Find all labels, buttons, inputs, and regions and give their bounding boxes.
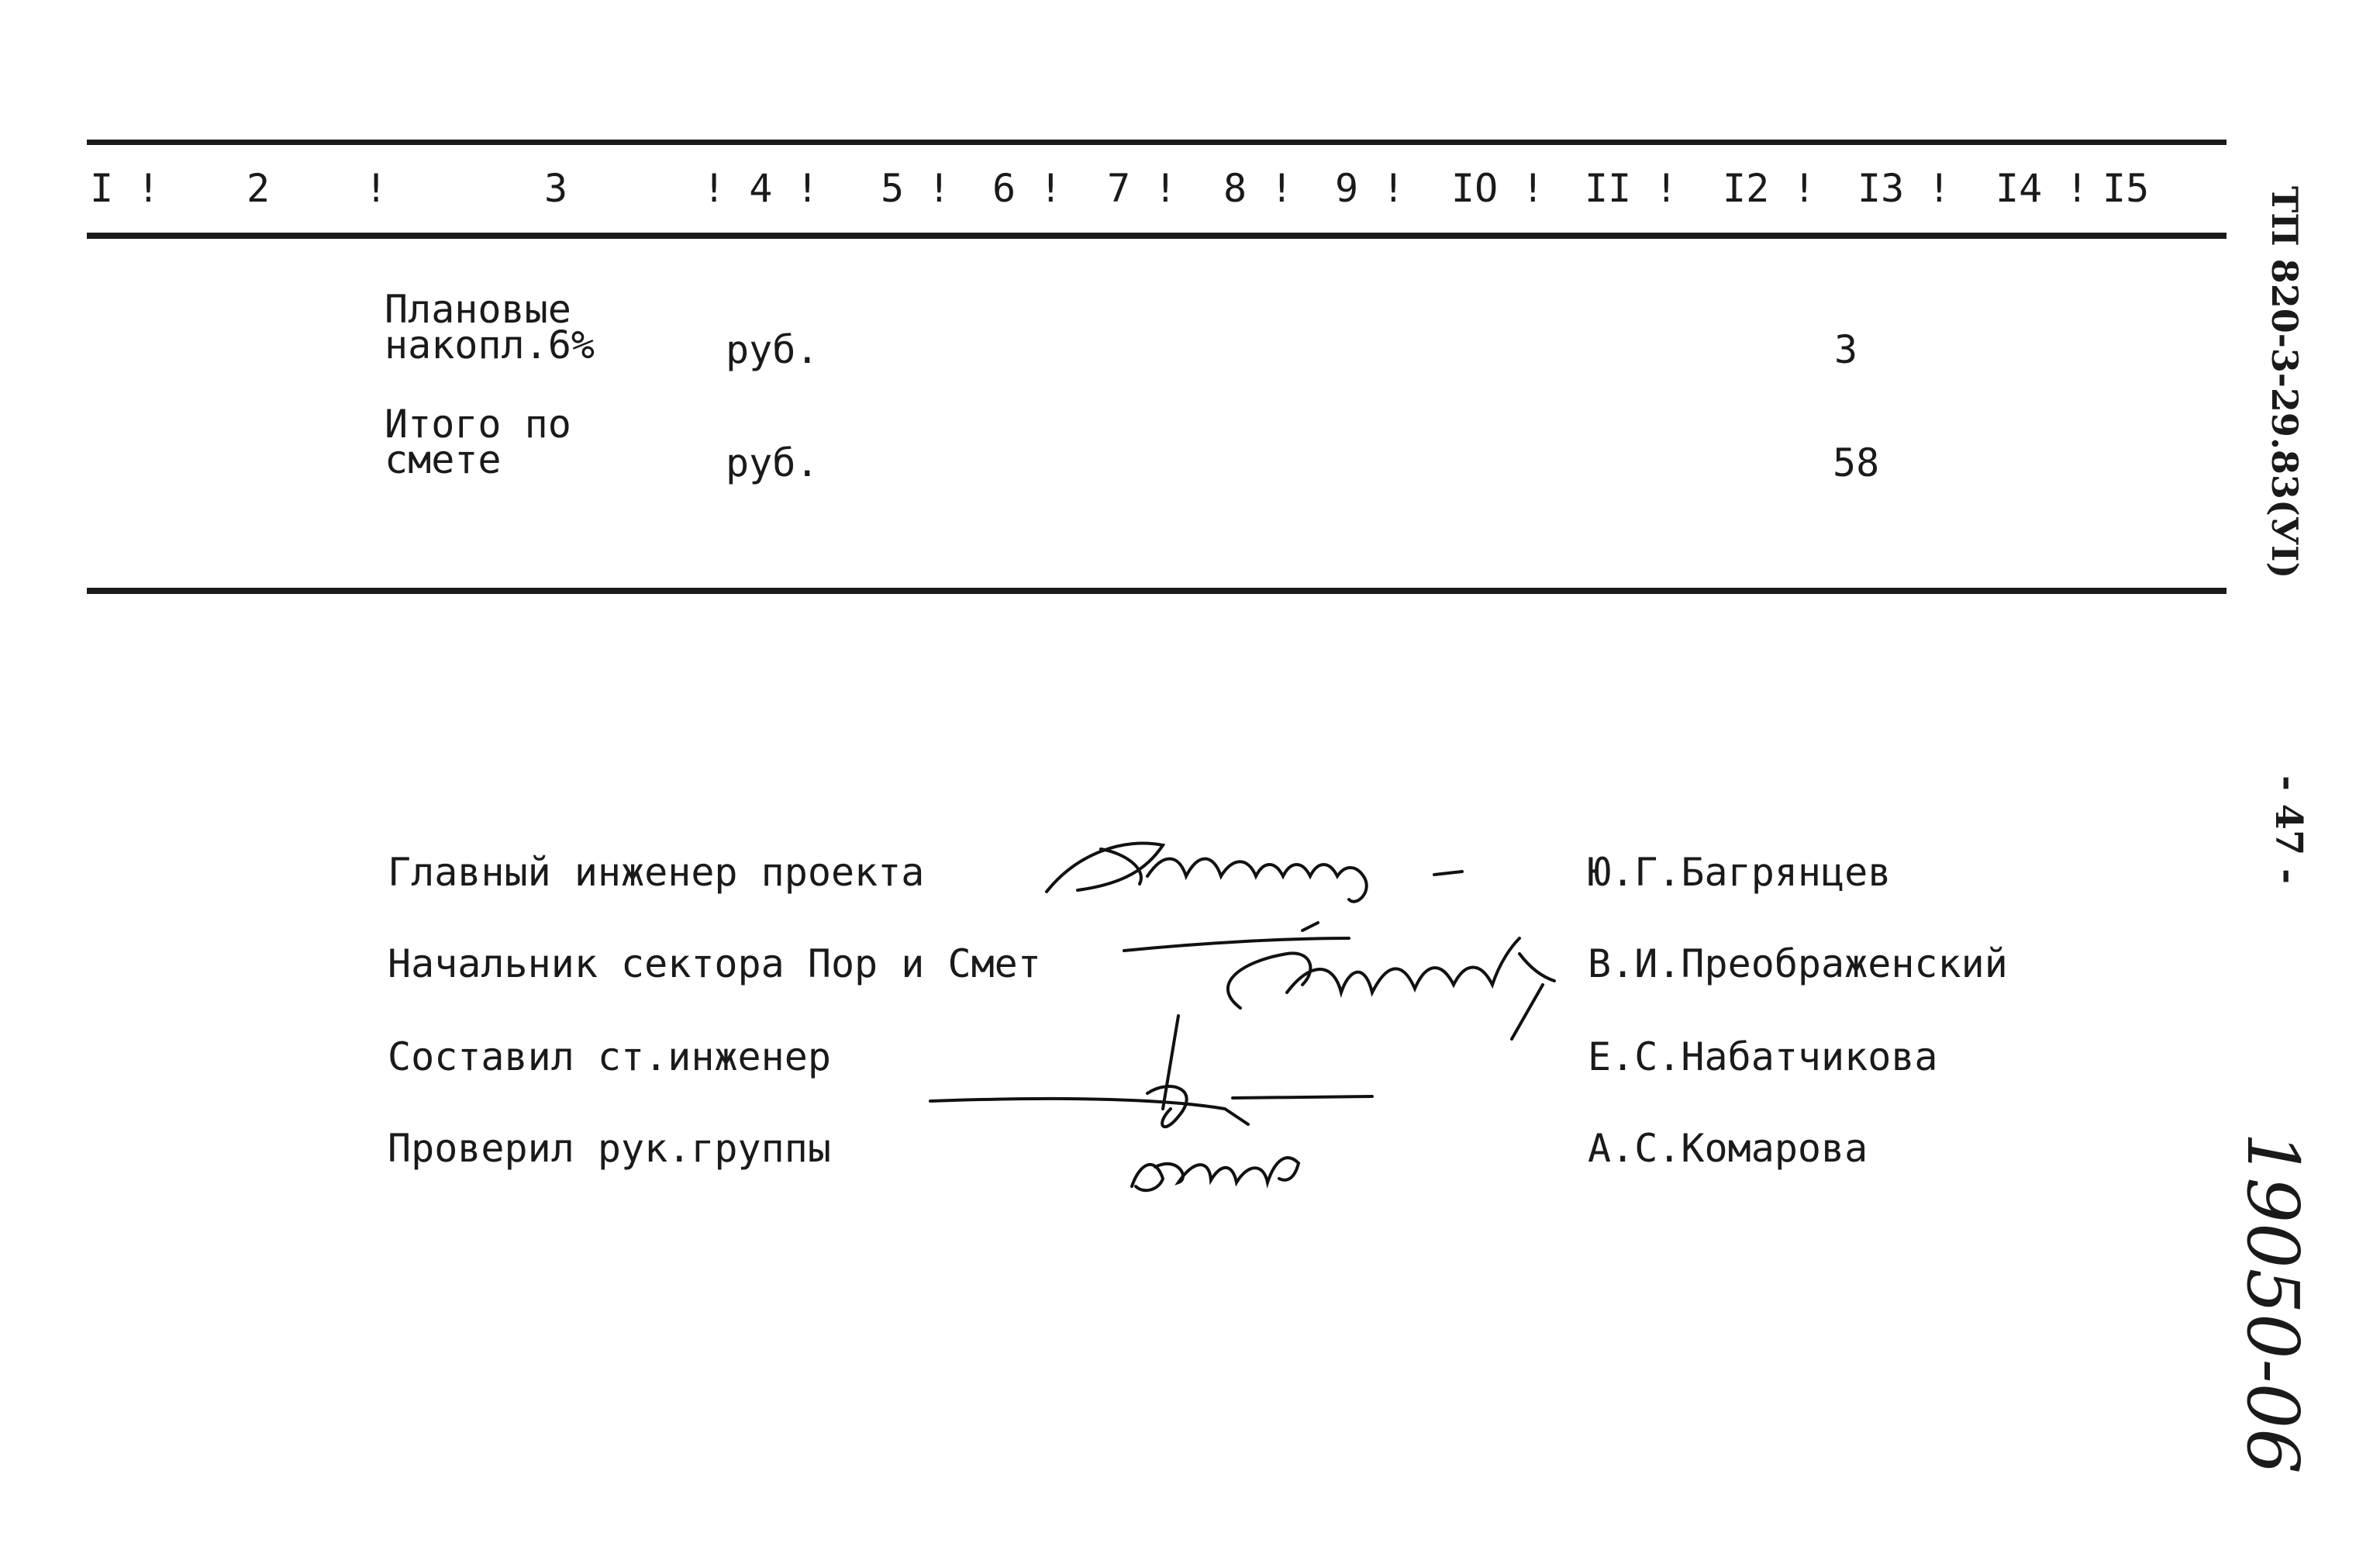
signer-role: Начальник сектора Пор и Смет xyxy=(388,941,1041,986)
handwritten-signature-1 xyxy=(1031,822,1481,915)
signer-name: В.И.Преображенский xyxy=(1588,941,2008,986)
column-header: I5 xyxy=(2102,166,2150,211)
column-header: 8 ! xyxy=(1223,166,1294,211)
row-name xyxy=(385,402,571,482)
page-number: - 47 - xyxy=(2267,775,2310,885)
row-name-line: Итого по xyxy=(385,402,571,447)
row-name xyxy=(385,287,595,368)
column-header: ! 4 ! xyxy=(702,166,819,211)
signer-name: Ю.Г.Багрянцев xyxy=(1588,850,1892,895)
column-header: ! xyxy=(364,166,388,211)
row-name-line: Плановые xyxy=(385,287,571,332)
signer-role: Составил ст.инженер xyxy=(388,1034,831,1079)
column-header: I4 ! xyxy=(1995,166,2089,211)
document-code: ТП 820-3-29.83(УI) xyxy=(2264,186,2306,579)
column-header: II ! xyxy=(1585,166,1678,211)
column-header: I2 ! xyxy=(1723,166,1816,211)
column-header: 7 ! xyxy=(1107,166,1178,211)
column-header: 6 ! xyxy=(992,166,1063,211)
row-unit: руб. xyxy=(726,327,819,372)
column-header: 5 ! xyxy=(881,166,951,211)
column-header: I ! xyxy=(90,166,160,211)
column-header: I3 ! xyxy=(1857,166,1951,211)
row-name-line: смете xyxy=(385,437,502,482)
signer-name: Е.С.Набатчикова xyxy=(1588,1034,1938,1079)
row-unit: руб. xyxy=(726,440,819,485)
table-header-rule xyxy=(87,233,2227,239)
column-header: 2 xyxy=(247,166,271,211)
table-bottom-rule xyxy=(87,588,2227,594)
row-name-line: накопл.6% xyxy=(385,323,595,368)
signer-role: Главный инженер проекта xyxy=(388,850,925,895)
column-header: 3 xyxy=(544,166,568,211)
row-value: 3 xyxy=(1834,327,1858,372)
row-value: 58 xyxy=(1833,440,1880,485)
signer-role: Проверил рук.группы xyxy=(388,1126,831,1171)
signer-name: А.С.Комарова xyxy=(1588,1126,1868,1171)
column-header: IO ! xyxy=(1451,166,1545,211)
column-header: 9 ! xyxy=(1335,166,1406,211)
table-top-rule xyxy=(87,140,2227,145)
handwritten-signature-3 xyxy=(923,1000,1403,1202)
inventory-number: 19050-06 xyxy=(2231,1132,2314,1474)
